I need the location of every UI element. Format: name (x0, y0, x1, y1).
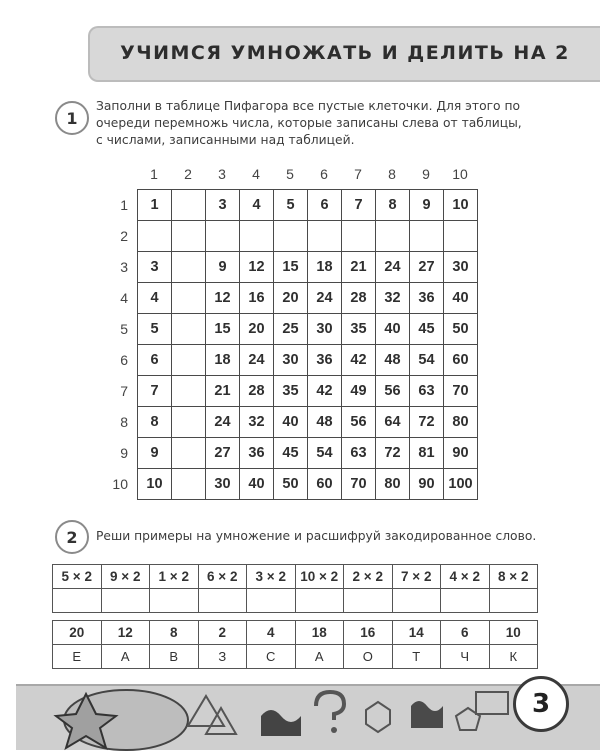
grid-cell: 24 (376, 252, 410, 283)
answer-cell[interactable] (295, 589, 344, 613)
grid-cell: 8 (376, 190, 410, 221)
grid-cell: 30 (206, 469, 240, 500)
grid-cell: 27 (410, 252, 444, 283)
grid-cell: 48 (308, 407, 342, 438)
grid-cell[interactable] (138, 221, 172, 252)
grid-cell: 20 (274, 283, 308, 314)
table-row (138, 376, 478, 407)
grid-cell: 40 (240, 469, 274, 500)
table-row (138, 314, 478, 345)
grid-cell: 5 (274, 190, 308, 221)
row-header: 9 (120, 445, 128, 461)
grid-cell: 4 (138, 283, 172, 314)
row-header: 5 (120, 321, 128, 337)
grid-cell[interactable] (240, 221, 274, 252)
table-row (138, 345, 478, 376)
grid-cell[interactable] (172, 376, 206, 407)
column-header: 10 (452, 166, 468, 182)
grid-cell: 56 (376, 376, 410, 407)
grid-cell: 12 (240, 252, 274, 283)
task1-line: Заполни в таблице Пифагора все пустые клеточки. Для этого по (96, 99, 521, 113)
grid-cell: 40 (444, 283, 478, 314)
code-number-cell: 8 (150, 621, 199, 645)
code-letter-cell: В (150, 645, 199, 669)
code-number-cell: 12 (101, 621, 150, 645)
grid-cell: 40 (376, 314, 410, 345)
task-number-1: 1 (55, 101, 89, 135)
task-number-2: 2 (55, 520, 89, 554)
grid-cell[interactable] (274, 221, 308, 252)
grid-cell: 54 (308, 438, 342, 469)
grid-cell: 42 (342, 345, 376, 376)
grid-cell: 60 (308, 469, 342, 500)
answer-cell[interactable] (247, 589, 296, 613)
page-title: УЧИМСЯ УМНОЖАТЬ И ДЕЛИТЬ НА 2 (120, 42, 570, 64)
grid-cell: 1 (138, 190, 172, 221)
page-number: 3 (513, 676, 569, 732)
grid-cell[interactable] (308, 221, 342, 252)
grid-cell[interactable] (172, 469, 206, 500)
code-number-cell: 6 (441, 621, 490, 645)
grid-cell: 6 (308, 190, 342, 221)
code-number-cell: 14 (392, 621, 441, 645)
grid-cell: 30 (444, 252, 478, 283)
code-number-cell: 10 (489, 621, 538, 645)
grid-cell: 27 (206, 438, 240, 469)
grid-cell[interactable] (410, 221, 444, 252)
grid-cell: 24 (240, 345, 274, 376)
grid-cell: 15 (206, 314, 240, 345)
example-cell: 6 × 2 (198, 565, 247, 589)
column-header: 2 (184, 166, 192, 182)
table-row (138, 221, 478, 252)
grid-cell[interactable] (172, 190, 206, 221)
grid-cell: 12 (206, 283, 240, 314)
grid-cell: 28 (342, 283, 376, 314)
pythagoras-table (137, 189, 478, 500)
row-header: 7 (120, 383, 128, 399)
code-number-cell: 20 (53, 621, 102, 645)
grid-cell: 4 (240, 190, 274, 221)
grid-cell: 9 (206, 252, 240, 283)
example-cell: 10 × 2 (295, 565, 344, 589)
code-numbers-row (53, 621, 538, 645)
grid-cell: 25 (274, 314, 308, 345)
grid-cell: 6 (138, 345, 172, 376)
table-row (138, 438, 478, 469)
grid-cell[interactable] (172, 407, 206, 438)
grid-cell: 48 (376, 345, 410, 376)
answer-cell[interactable] (441, 589, 490, 613)
grid-cell: 72 (410, 407, 444, 438)
grid-cell: 7 (138, 376, 172, 407)
grid-cell: 60 (444, 345, 478, 376)
answer-cell[interactable] (101, 589, 150, 613)
table-row (138, 407, 478, 438)
row-header: 4 (120, 290, 128, 306)
grid-cell: 24 (206, 407, 240, 438)
example-cell: 5 × 2 (53, 565, 102, 589)
table-row (138, 469, 478, 500)
grid-cell: 49 (342, 376, 376, 407)
code-letter-cell: А (295, 645, 344, 669)
code-number-cell: 2 (198, 621, 247, 645)
example-cell: 4 × 2 (441, 565, 490, 589)
example-cell: 7 × 2 (392, 565, 441, 589)
grid-cell: 7 (342, 190, 376, 221)
footer-shapes-icon (16, 686, 600, 752)
row-header: 8 (120, 414, 128, 430)
code-letter-cell: О (344, 645, 393, 669)
answer-cell[interactable] (392, 589, 441, 613)
grid-cell: 10 (138, 469, 172, 500)
answer-cell[interactable] (344, 589, 393, 613)
row-header: 1 (120, 197, 128, 213)
grid-cell[interactable] (342, 221, 376, 252)
grid-cell: 45 (274, 438, 308, 469)
column-header: 7 (354, 166, 362, 182)
grid-cell: 50 (274, 469, 308, 500)
code-letter-cell: С (247, 645, 296, 669)
grid-cell: 32 (240, 407, 274, 438)
column-header: 4 (252, 166, 260, 182)
answers-row (53, 589, 538, 613)
grid-cell: 70 (444, 376, 478, 407)
grid-cell: 81 (410, 438, 444, 469)
example-cell: 1 × 2 (150, 565, 199, 589)
column-header: 6 (320, 166, 328, 182)
task2-text: Реши примеры на умножение и расшифруй закодированное слово. (96, 529, 537, 543)
grid-cell: 30 (274, 345, 308, 376)
grid-cell: 64 (376, 407, 410, 438)
column-header: 1 (150, 166, 158, 182)
task1-text (96, 98, 522, 149)
row-header: 10 (112, 476, 128, 492)
example-cell: 9 × 2 (101, 565, 150, 589)
footer-decoration (16, 684, 600, 750)
grid-cell: 9 (410, 190, 444, 221)
grid-cell: 3 (206, 190, 240, 221)
answer-cell[interactable] (150, 589, 199, 613)
column-header: 8 (388, 166, 396, 182)
grid-cell: 63 (342, 438, 376, 469)
answer-cell[interactable] (53, 589, 102, 613)
grid-cell[interactable] (172, 221, 206, 252)
grid-cell: 10 (444, 190, 478, 221)
grid-cell: 42 (308, 376, 342, 407)
grid-cell: 40 (274, 407, 308, 438)
answer-cell[interactable] (489, 589, 538, 613)
row-header: 6 (120, 352, 128, 368)
grid-cell[interactable] (172, 283, 206, 314)
example-cell: 3 × 2 (247, 565, 296, 589)
grid-cell: 5 (138, 314, 172, 345)
example-cell: 2 × 2 (344, 565, 393, 589)
grid-cell: 35 (342, 314, 376, 345)
grid-cell[interactable] (172, 345, 206, 376)
grid-cell: 100 (444, 469, 478, 500)
examples-row (53, 565, 538, 589)
code-number-cell: 16 (344, 621, 393, 645)
grid-cell: 21 (206, 376, 240, 407)
grid-cell: 24 (308, 283, 342, 314)
column-header: 5 (286, 166, 294, 182)
grid-cell: 36 (410, 283, 444, 314)
grid-cell[interactable] (172, 438, 206, 469)
code-letter-cell: Е (53, 645, 102, 669)
grid-cell: 90 (444, 438, 478, 469)
grid-cell: 3 (138, 252, 172, 283)
grid-cell: 50 (444, 314, 478, 345)
grid-cell: 70 (342, 469, 376, 500)
grid-cell[interactable] (444, 221, 478, 252)
task1-line: с числами, записанными над таблицей. (96, 133, 355, 147)
row-header: 2 (120, 228, 128, 244)
code-letter-cell: Т (392, 645, 441, 669)
grid-cell: 18 (308, 252, 342, 283)
title-banner (88, 26, 600, 82)
grid-cell: 32 (376, 283, 410, 314)
grid-cell: 9 (138, 438, 172, 469)
example-cell: 8 × 2 (489, 565, 538, 589)
grid-cell: 56 (342, 407, 376, 438)
grid-cell: 21 (342, 252, 376, 283)
table-row (138, 252, 478, 283)
grid-cell: 30 (308, 314, 342, 345)
grid-cell: 28 (240, 376, 274, 407)
code-letter-cell: Ч (441, 645, 490, 669)
column-header: 3 (218, 166, 226, 182)
grid-cell: 45 (410, 314, 444, 345)
grid-cell[interactable] (206, 221, 240, 252)
column-header: 9 (422, 166, 430, 182)
answer-cell[interactable] (198, 589, 247, 613)
code-number-cell: 4 (247, 621, 296, 645)
grid-cell: 20 (240, 314, 274, 345)
grid-cell: 35 (274, 376, 308, 407)
grid-cell: 18 (206, 345, 240, 376)
examples-table (52, 564, 538, 613)
code-table (52, 620, 538, 669)
grid-cell: 63 (410, 376, 444, 407)
grid-cell: 80 (376, 469, 410, 500)
table-row (138, 283, 478, 314)
grid-cell: 54 (410, 345, 444, 376)
grid-cell: 8 (138, 407, 172, 438)
table-row (138, 190, 478, 221)
grid-cell: 72 (376, 438, 410, 469)
code-letter-cell: З (198, 645, 247, 669)
grid-cell: 90 (410, 469, 444, 500)
code-letters-row (53, 645, 538, 669)
task1-line: очереди перемножь числа, которые записаны слева от таблицы, (96, 116, 522, 130)
grid-cell[interactable] (376, 221, 410, 252)
grid-cell: 36 (240, 438, 274, 469)
grid-cell: 16 (240, 283, 274, 314)
row-header: 3 (120, 259, 128, 275)
code-letter-cell: А (101, 645, 150, 669)
code-letter-cell: К (489, 645, 538, 669)
grid-cell: 15 (274, 252, 308, 283)
grid-cell[interactable] (172, 252, 206, 283)
code-number-cell: 18 (295, 621, 344, 645)
grid-cell: 80 (444, 407, 478, 438)
grid-cell[interactable] (172, 314, 206, 345)
grid-cell: 36 (308, 345, 342, 376)
